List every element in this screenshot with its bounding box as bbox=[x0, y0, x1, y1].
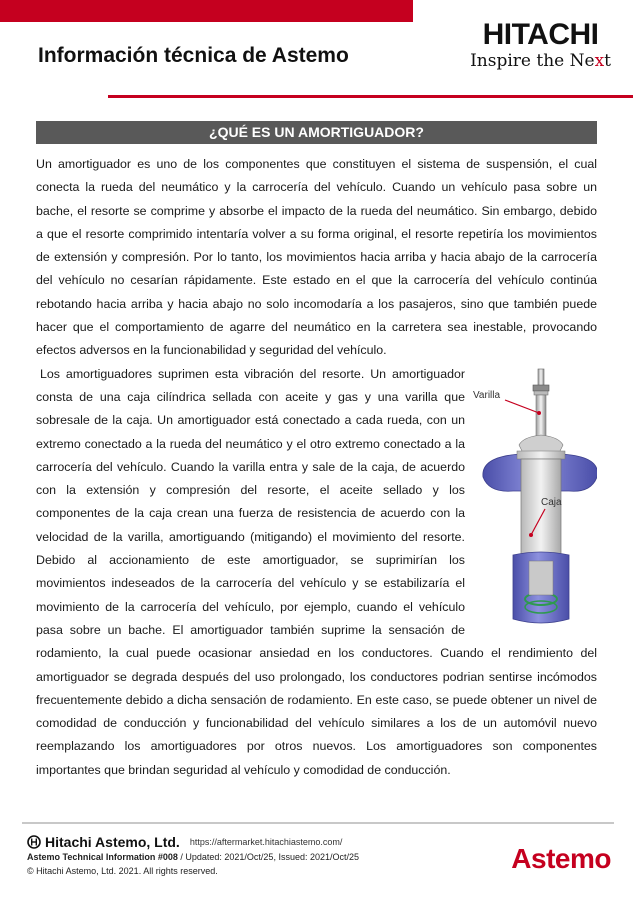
hitachi-mark-icon bbox=[27, 835, 41, 849]
footer-copyright: © Hitachi Astemo, Ltd. 2021. All rights reserved. bbox=[27, 866, 218, 876]
section-heading: ¿QUÉ ES UN AMORTIGUADOR? bbox=[36, 121, 597, 144]
article-body bbox=[36, 153, 597, 782]
footer-brand-row bbox=[27, 834, 447, 850]
astemo-logo: Astemo bbox=[511, 843, 611, 874]
doc-id: Astemo Technical Information #008 bbox=[27, 852, 178, 862]
paragraph-1: Un amortiguador es uno de los componentes que constituyen el sistema de suspensión, el cual conecta la rueda del neumático y la carrocería del vehículo. Cuando un vehículo pasa sobre un bache, el resorte se comprime y absorbe el impacto de la rueda del neumático. Sin embargo, debido a que el resorte comprimido intentaría volver a su forma original, el resorte repetiría los movimientos de extensión y compresión. Por lo tanto, los movimientos hacia arriba y hacia abajo de la carrocería del vehículo no cesarían rápidamente. Este estado en el que la carrocería del vehículo continúa rebotando hacia arriba y hacia abajo no solo incomodaría a los pasajeros, sino que también puede hacer que el comportamiento de agarre del neumático en la carretera sea inestable, provocando efectos adversos en la funcionabilidad y seguridad del vehículo. bbox=[36, 157, 597, 358]
header-red-bar bbox=[0, 0, 413, 22]
hitachi-logo bbox=[470, 20, 611, 72]
doc-dates: / Updated: 2021/Oct/25, Issued: 2021/Oct/25 bbox=[177, 852, 359, 862]
paragraph-2: Los amortiguadores suprimen esta vibración del resorte. Un amortiguador consta de una caja cilíndrica sellada con aceite y gas y una varilla que sobresale de la caja. Un amortiguador está conectado a cada rueda, con un extremo conectado a la rueda del neumático y el otro extremo conectado a la carrocería del vehículo. Cuando la varilla entra y sale de la caja, de acuerdo con la extensión y compresión del resorte, el aceite sellado y los componentes de la caja crean una fuerza de resistencia de acuerdo con la velocidad de la varilla, amortiguando (mitigando) el movimiento del resorte. Debido al accionamiento de este amortiguador, se suprimirían los movimientos indeseados de la carrocería del vehículo y se estabilizaría el movimiento de la carrocería del vehículo, por ejemplo, cuando el vehículo pasa sobre un bache. El amortiguador también suprime la sensación de rodamiento, la cual puede ocasionar ansiedad en los conductores. Cuando el rendimiento del amortiguador se degrada después del uso prolongado, los conductores podrian sentirse incómodos frecuentemente debido a dicha sensación de rodamiento. En este caso, se puede obtener un nivel de comodidad de conducción y funcionabilidad del vehículo similares a los de un automóvil nuevo reemplazando los amortiguadores por otros nuevos. Los amortiguadores son componentes importantes que brindan seguridad al vehículo y comodidad de conducción. bbox=[36, 366, 597, 777]
footer-doc-info bbox=[27, 850, 447, 864]
page-title: Información técnica de Astemo bbox=[38, 44, 349, 67]
footer-brand-name: Hitachi Astemo, Ltd. bbox=[45, 834, 180, 850]
shock-absorber-illustration bbox=[473, 367, 597, 629]
label-varilla: Varilla bbox=[473, 389, 501, 401]
footer-divider bbox=[22, 822, 614, 824]
brand-tagline: Inspire the Next bbox=[470, 51, 611, 71]
brand-name: HITACHI bbox=[482, 18, 599, 51]
shock-absorber-figure bbox=[473, 367, 597, 629]
footer-url[interactable]: https://aftermarket.hitachiastemo.com/ bbox=[189, 837, 343, 847]
label-caja: Caja bbox=[541, 496, 562, 508]
footer-info bbox=[27, 834, 447, 878]
header-divider bbox=[108, 95, 633, 98]
